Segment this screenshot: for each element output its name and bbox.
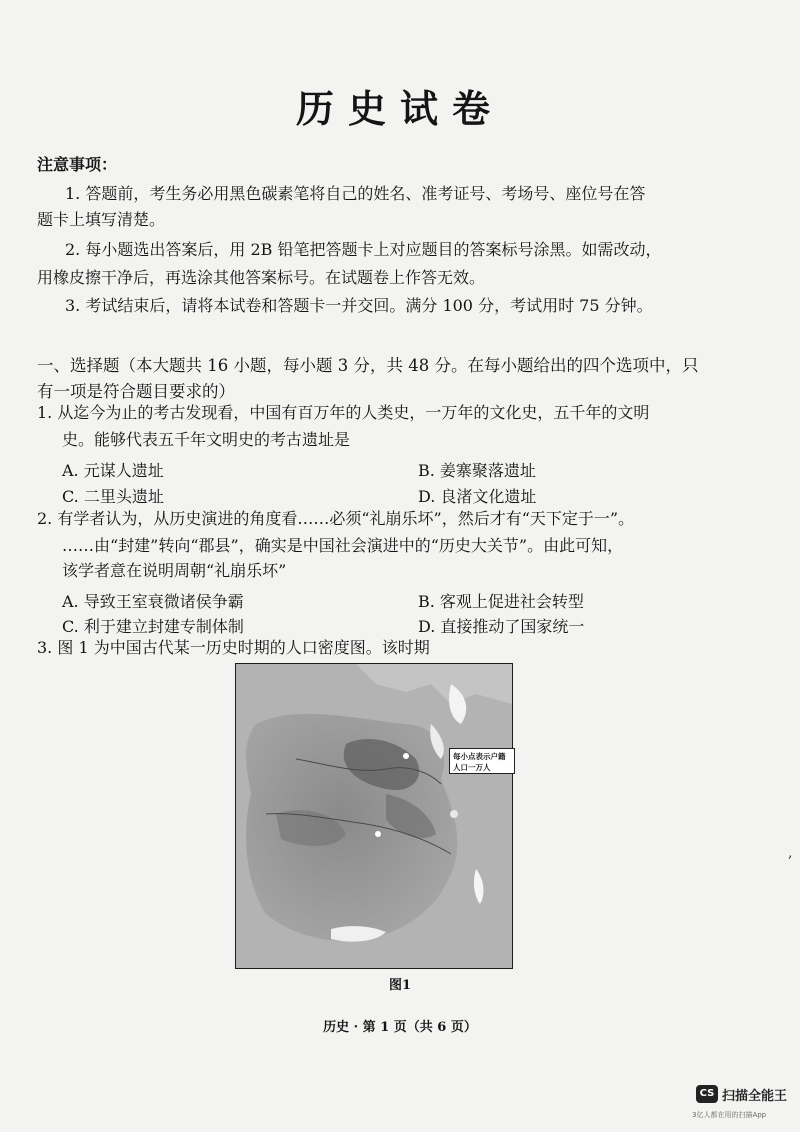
- population-density-map: [235, 663, 513, 969]
- section-heading-line-1: 一、选择题（本大题共 16 小题，每小题 3 分，共 48 分。在每小题给出的四个选项中，只: [37, 356, 699, 375]
- q2-option-a: A. 导致王室衰微诸侯争霸: [62, 592, 244, 611]
- notice-line-5: 3. 考试结束后，请将本试卷和答题卡一并交回。满分 100 分，考试用时 75 分钟。: [65, 296, 653, 315]
- q2-option-d: D. 直接推动了国家统一: [418, 617, 585, 636]
- notice-line-2: 题卡上填写清楚。: [37, 210, 166, 229]
- q1-stem-line-2: 史。能够代表五千年文明史的考古遗址是: [62, 430, 351, 449]
- scanner-app-name: 扫描全能王: [722, 1089, 788, 1104]
- q1-option-a: A. 元谋人遗址: [62, 461, 164, 480]
- page-footer: 历史 · 第 1 页（共 6 页）: [323, 1020, 477, 1035]
- notice-heading: 注意事项：: [37, 155, 118, 174]
- map-legend: 每小点表示户籍人口一万人: [449, 748, 515, 774]
- section-heading-line-2: 有一项是符合题目要求的）: [37, 382, 235, 401]
- notice-line-1: 1. 答题前，考生务必用黑色碳素笔将自己的姓名、准考证号、考场号、座位号在答: [65, 184, 646, 203]
- scanner-tagline: 3亿人都在用的扫描App: [692, 1111, 767, 1119]
- notice-line-4: 用橡皮擦干净后，再选涂其他答案标号。在试题卷上作答无效。: [37, 268, 486, 287]
- figure-caption: 图1: [388, 978, 412, 993]
- q2-stem-line-1: 2. 有学者认为，从历史演进的角度看……必须“礼崩乐坏”，然后才有“天下定于一”。: [37, 509, 635, 528]
- scanner-logo-icon: CS: [696, 1085, 718, 1103]
- page-title: 历史试卷: [295, 86, 504, 131]
- q2-stem-line-2: ……由“封建”转向“郡县”，确实是中国社会演进中的“历史大关节”。由此可知，: [62, 536, 624, 555]
- q1-stem-line-1: 1. 从迄今为止的考古发现看，中国有百万年的人类史，一万年的文化史，五千年的文明: [37, 403, 650, 422]
- q1-option-c: C. 二里头遗址: [62, 487, 164, 506]
- q2-stem-line-3: 该学者意在说明周朝“礼崩乐坏”: [62, 561, 287, 580]
- notice-line-3: 2. 每小题选出答案后，用 2B 铅笔把答题卡上对应题目的答案标号涂黑。如需改动，: [65, 240, 662, 259]
- q2-option-b: B. 客观上促进社会转型: [418, 592, 584, 611]
- margin-mark: ,: [788, 845, 793, 861]
- q1-option-b: B. 姜寨聚落遗址: [418, 461, 536, 480]
- q2-option-c: C. 利于建立封建专制体制: [62, 617, 244, 636]
- q3-stem: 3. 图 1 为中国古代某一历史时期的人口密度图。该时期: [37, 638, 430, 657]
- map-drawing: [236, 664, 512, 968]
- q1-option-d: D. 良渚文化遗址: [418, 487, 537, 506]
